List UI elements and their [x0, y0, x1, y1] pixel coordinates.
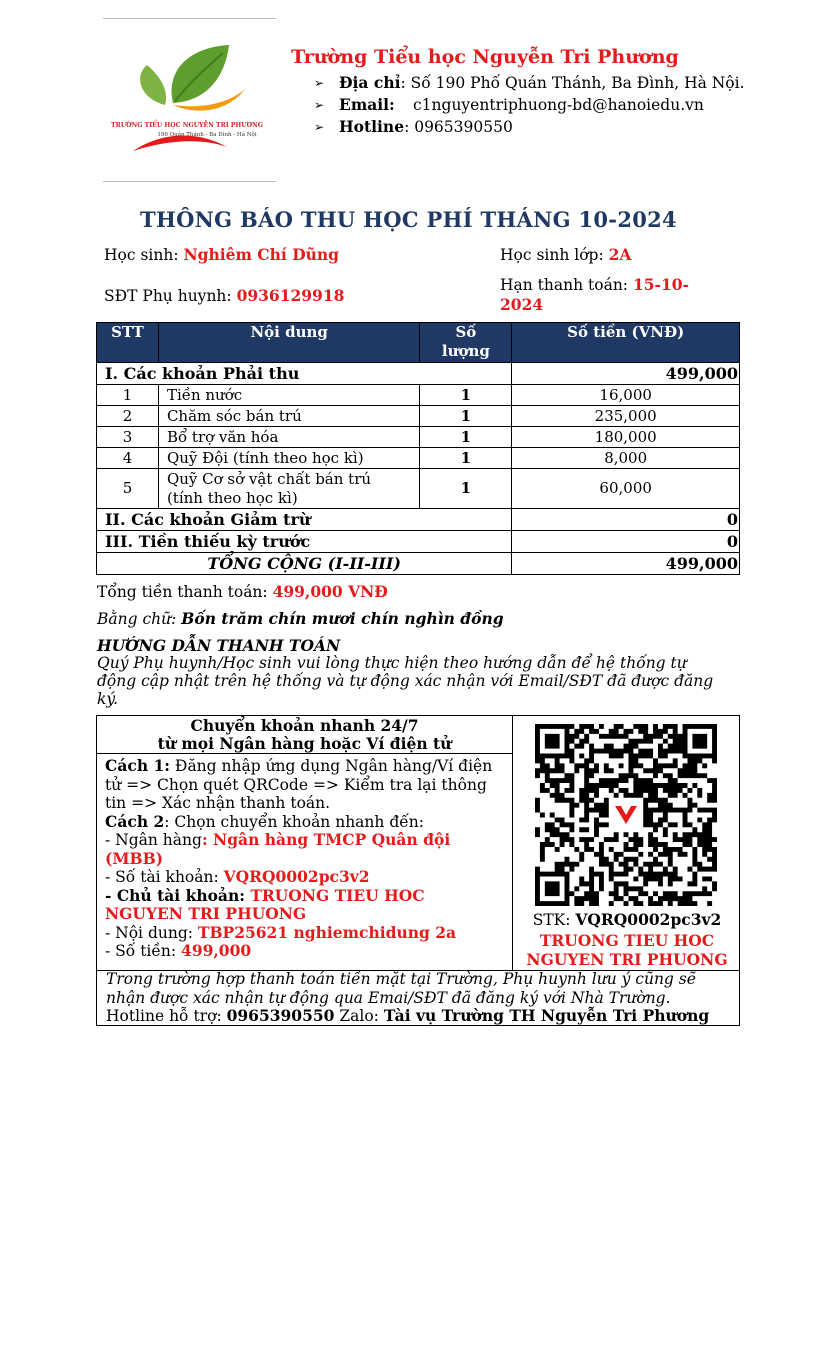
item-qty: 1: [420, 469, 512, 509]
method-2: Cách 2: Chọn chuyển khoản nhanh đến:: [105, 811, 424, 831]
item-stt: 4: [97, 448, 159, 469]
transfer-content: - Nội dung: TBP25621 nghiemchidung 2a: [105, 922, 457, 942]
item-stt: 2: [97, 406, 159, 427]
total-row: [97, 553, 740, 575]
school-logo: [103, 18, 276, 182]
due-date-part2: 2024: [500, 295, 544, 314]
student-name: Nghiêm Chí Dũng: [183, 245, 340, 264]
item-amount: 235,000: [512, 406, 740, 427]
item-qty: 1: [420, 385, 512, 406]
fee-table: [96, 322, 740, 575]
email-label: Email:: [339, 95, 395, 114]
item-stt: 5: [97, 469, 159, 509]
header-content: Nội dung: [158, 323, 419, 363]
table-row: [97, 427, 740, 448]
header-amount: Số tiền (VNĐ): [512, 323, 740, 363]
account-number: - Số tài khoản: VQRQ0002pc3v2: [105, 867, 370, 886]
address-label: Địa chỉ: [339, 73, 401, 92]
email-value[interactable]: c1nguyentriphuong-bd@hanoiedu.vn: [413, 96, 704, 114]
qr-code[interactable]: [535, 724, 717, 906]
total-label: TỔNG CỘNG (I-II-III): [97, 553, 512, 575]
total-payment-value: 499,000 VNĐ: [272, 582, 388, 601]
payment-instructions: [96, 715, 740, 1026]
table-header-row: [97, 323, 740, 363]
method-1: Cách 1: Đăng nhập ứng dụng Ngân hàng/Ví điện tử => Chọn quét QRCode => Kiểm tra lại thông tin => Xác nhận thanh toán.: [105, 756, 493, 812]
section-arrears-amount: 0: [512, 531, 740, 553]
hotline-label: Hotline: [339, 117, 405, 136]
student-name-label: Học sinh:: [104, 246, 184, 264]
address-row: [314, 72, 745, 94]
item-qty: 1: [420, 427, 512, 448]
bank-logo-icon: [615, 806, 637, 824]
section-deduction-row: [97, 509, 740, 531]
address-value: : Số 190 Phố Quán Thánh, Ba Đình, Hà Nội.: [400, 74, 745, 92]
table-row: [97, 448, 740, 469]
item-qty: 1: [420, 448, 512, 469]
section-receivable-amount: 499,000: [512, 363, 740, 385]
item-content: Tiền nước: [158, 385, 419, 406]
parent-phone-field: [104, 286, 344, 306]
item-stt: 1: [97, 385, 159, 406]
bank-name: - Ngân hàng: Ngân hàng TMCP Quân đội (MBB): [105, 830, 451, 868]
logo-subtext: 190 Quán Thánh - Ba Đình - Hà Nội: [157, 132, 257, 138]
due-date-part1: 15-10-: [632, 275, 689, 294]
leaf-logo-icon: [103, 19, 276, 183]
total-payment: [97, 582, 388, 601]
account-holder: - Chủ tài khoản: TRUONG TIEU HOC NGUYEN TRI PHUONG: [105, 885, 425, 923]
arrow-bullet-icon: ➢: [314, 76, 325, 90]
school-name: Trường Tiểu học Nguyễn Tri Phương: [291, 46, 679, 68]
section-arrears-label: III. Tiền thiếu kỳ trước: [97, 531, 512, 553]
table-row: [97, 406, 740, 427]
item-content: Quỹ Cơ sở vật chất bán trú (tính theo học kì): [158, 469, 419, 509]
section-deduction-amount: 0: [512, 509, 740, 531]
payment-footer: [106, 970, 738, 1026]
hotline-value: : 0965390550: [404, 118, 513, 136]
logo-text: TRƯỜNG TIỂU HỌC NGUYỄN TRI PHƯƠNG: [110, 122, 264, 129]
amount-in-words-value: Bốn trăm chín mươi chín nghìn đồng: [181, 609, 504, 628]
cash-note: Trong trường hợp thanh toán tiền mặt tại Trường, Phụ huynh lưu ý cũng sẽ nhận được xác nhận tự động qua Emai/SĐT đã đăng ký với Nhà Trường.: [106, 970, 696, 1007]
arrow-bullet-icon: ➢: [314, 120, 325, 134]
section-arrears-row: [97, 531, 740, 553]
guide-title: HƯỚNG DẪN THANH TOÁN: [97, 636, 341, 655]
item-amount: 16,000: [512, 385, 740, 406]
amount-in-words-label: Bằng chữ:: [97, 610, 182, 628]
item-stt: 3: [97, 427, 159, 448]
support-line: Hotline hỗ trợ: 0965390550 Zalo: Tài vụ Trường TH Nguyễn Tri Phương: [106, 1006, 710, 1025]
payment-heading: Chuyển khoản nhanh 24/7 từ mọi Ngân hàng hoặc Ví điện tử: [157, 716, 452, 753]
item-qty: 1: [420, 406, 512, 427]
due-date-field: [500, 275, 689, 315]
page-title: THÔNG BÁO THU HỌC PHÍ THÁNG 10-2024: [140, 207, 677, 232]
item-content: Chăm sóc bán trú: [158, 406, 419, 427]
hotline-row: [314, 116, 745, 138]
amount-in-words: [97, 609, 504, 628]
item-amount: 60,000: [512, 469, 740, 509]
qr-account-info: STK: VQRQ0002pc3v2 TRUONG TIEU HOC NGUYEN TRI PHUONG: [526, 910, 728, 969]
arrow-bullet-icon: ➢: [314, 98, 325, 112]
student-class: 2A: [608, 245, 632, 264]
parent-phone: 0936129918: [236, 286, 345, 305]
section-receivable-label: I. Các khoản Phải thu: [97, 363, 512, 385]
student-class-field: [500, 245, 631, 265]
header-stt: STT: [97, 323, 159, 363]
due-date-label: Hạn thanh toán:: [500, 276, 633, 294]
parent-phone-label: SĐT Phụ huynh:: [104, 287, 237, 305]
item-content: Quỹ Đội (tính theo học kì): [158, 448, 419, 469]
item-amount: 180,000: [512, 427, 740, 448]
item-content: Bổ trợ văn hóa: [158, 427, 419, 448]
payment-methods: [105, 757, 505, 961]
contact-info: [314, 72, 745, 138]
guide-text: Quý Phụ huynh/Học sinh vui lòng thực hiện theo hướng dẫn để hệ thống tự động cập nhật trên hệ thống và tự động xác nhận với Email/SĐT đã được đăng ký.: [97, 654, 714, 708]
email-row: [314, 94, 745, 116]
table-row: [97, 385, 740, 406]
section-deduction-label: II. Các khoản Giảm trừ: [97, 509, 512, 531]
item-amount: 8,000: [512, 448, 740, 469]
header-qty: Số lượng: [420, 323, 512, 363]
transfer-amount: - Số tiền: 499,000: [105, 941, 252, 960]
student-class-label: Học sinh lớp:: [500, 246, 609, 264]
student-name-field: [104, 245, 339, 265]
total-payment-label: Tổng tiền thanh toán:: [97, 583, 273, 601]
section-receivable-row: [97, 363, 740, 385]
table-row: [97, 469, 740, 509]
total-amount: 499,000: [512, 553, 740, 575]
